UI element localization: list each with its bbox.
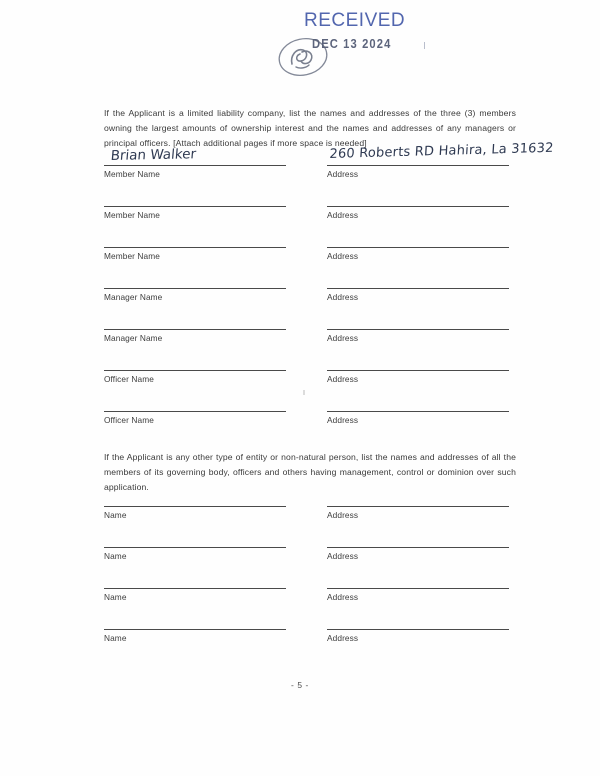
name-field-row-2[interactable] — [104, 206, 286, 232]
field-caption: Address — [327, 169, 359, 179]
field-caption: Member Name — [104, 251, 160, 261]
address-field-row-3[interactable] — [327, 247, 509, 273]
handwritten-initials-icon — [276, 36, 332, 78]
signature-rule — [327, 247, 509, 248]
signature-rule — [327, 288, 509, 289]
other-address-field-row-3[interactable] — [327, 588, 509, 614]
field-caption: Officer Name — [104, 374, 154, 384]
signature-rule — [104, 288, 286, 289]
address-field-row-1[interactable] — [327, 165, 509, 191]
address-field-row-5[interactable] — [327, 329, 509, 355]
field-caption: Name — [104, 510, 127, 520]
limited-liability-paragraph: If the Applicant is a limited liability company, list the names and addresses of the three (3) members owning the largest amounts of ownership interest and the names and addresses of any managers or principal officers. [Attach additional pages if more space is needed] — [104, 108, 516, 149]
name-field-row-7[interactable] — [104, 411, 286, 437]
field-caption: Address — [327, 333, 359, 343]
received-stamp — [276, 8, 456, 80]
address-field-row-6[interactable] — [327, 370, 509, 396]
other-address-field-row-2[interactable] — [327, 547, 509, 573]
scan-speck — [303, 390, 305, 395]
signature-rule — [327, 588, 509, 589]
signature-rule — [327, 629, 509, 630]
signature-rule — [104, 206, 286, 207]
signature-rule — [104, 370, 286, 371]
signature-rule — [327, 547, 509, 548]
handwritten-member-name: Brian Walker — [110, 146, 197, 164]
other-address-field-row-4[interactable] — [327, 629, 509, 655]
other-name-field-row-2[interactable] — [104, 547, 286, 573]
name-field-row-3[interactable] — [104, 247, 286, 273]
signature-rule — [104, 588, 286, 589]
signature-rule — [104, 165, 286, 166]
other-name-field-row-4[interactable] — [104, 629, 286, 655]
field-caption: Address — [327, 633, 359, 643]
other-name-field-row-1[interactable] — [104, 506, 286, 532]
handwritten-member-address: 260 Roberts RD Hahira, La 31632 — [329, 140, 554, 162]
field-caption: Member Name — [104, 169, 160, 179]
signature-rule — [104, 547, 286, 548]
received-stamp-date: DEC 13 2024 — [312, 36, 392, 51]
field-caption: Name — [104, 551, 127, 561]
signature-rule — [104, 247, 286, 248]
stamp-stray-mark — [424, 42, 425, 49]
field-caption: Address — [327, 551, 359, 561]
field-caption: Officer Name — [104, 415, 154, 425]
field-caption: Address — [327, 210, 359, 220]
field-caption: Address — [327, 415, 359, 425]
field-caption: Manager Name — [104, 292, 163, 302]
other-address-field-row-1[interactable] — [327, 506, 509, 532]
signature-rule — [327, 411, 509, 412]
page-number-footer: - 5 - — [291, 680, 309, 690]
field-caption: Address — [327, 510, 359, 520]
signature-rule — [104, 329, 286, 330]
address-field-row-2[interactable] — [327, 206, 509, 232]
address-field-row-4[interactable] — [327, 288, 509, 314]
other-entity-paragraph: If the Applicant is any other type of entity or non-natural person, list the names and addresses of all the members of its governing body, officers and others having management, control or dominion over such application. — [104, 452, 516, 493]
field-caption: Name — [104, 633, 127, 643]
signature-rule — [327, 506, 509, 507]
signature-rule — [327, 165, 509, 166]
field-caption: Address — [327, 251, 359, 261]
signature-rule — [327, 370, 509, 371]
name-field-row-6[interactable] — [104, 370, 286, 396]
signature-rule — [104, 411, 286, 412]
field-caption: Address — [327, 374, 359, 384]
signature-rule — [327, 329, 509, 330]
field-caption: Name — [104, 592, 127, 602]
name-field-row-1[interactable] — [104, 165, 286, 191]
received-stamp-label: RECEIVED — [304, 10, 406, 31]
field-caption: Address — [327, 592, 359, 602]
field-caption: Address — [327, 292, 359, 302]
signature-rule — [104, 506, 286, 507]
other-name-field-row-3[interactable] — [104, 588, 286, 614]
signature-rule — [327, 206, 509, 207]
field-caption: Manager Name — [104, 333, 163, 343]
field-caption: Member Name — [104, 210, 160, 220]
name-field-row-5[interactable] — [104, 329, 286, 355]
address-field-row-7[interactable] — [327, 411, 509, 437]
signature-rule — [104, 629, 286, 630]
name-field-row-4[interactable] — [104, 288, 286, 314]
